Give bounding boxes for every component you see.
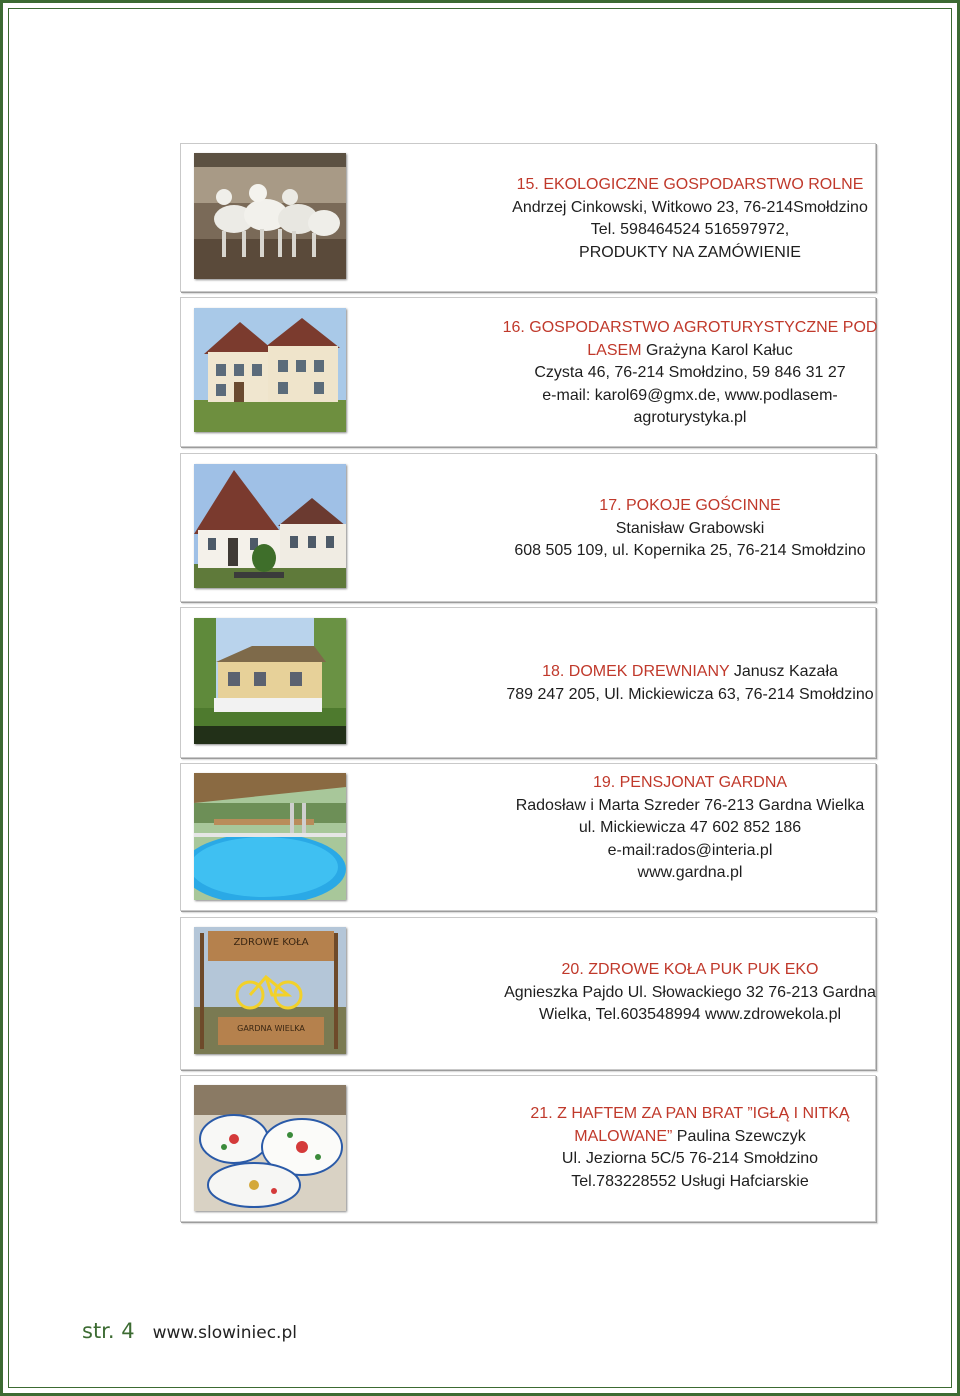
entry-15-heading: 15. EKOLOGICZNE GOSPODARSTWO ROLNE [516, 176, 864, 193]
entry-15 [180, 143, 876, 292]
entry-16 [180, 297, 876, 447]
photo-goats [194, 153, 346, 279]
entry-18-text [481, 661, 899, 706]
photo-wooden-house [194, 618, 346, 744]
entry-16-line-2: e-mail: karol69@gmx.de, www.podlasem- [542, 386, 838, 404]
entry-16-text [481, 317, 899, 430]
entry-15-text [481, 174, 899, 264]
entry-21-heading-2: MALOWANE” [574, 1127, 673, 1145]
photo-pool [194, 773, 346, 900]
entry-15-line-2: Tel. 598464524 516597972, [590, 221, 790, 238]
entry-17-line-2: 608 505 109, ul. Kopernika 25, 76-214 Smołdzino [514, 542, 866, 559]
page-number: str. 4 [82, 1319, 135, 1343]
entry-20 [180, 917, 876, 1070]
entry-16-line-3: agroturystyka.pl [633, 409, 747, 426]
entry-21-owner: Paulina Szewczyk [672, 1127, 806, 1145]
entry-17-text [481, 495, 899, 563]
photo-bike-sign [194, 927, 346, 1054]
entry-21-line-2: Tel.783228552 Usługi Hafciarskie [571, 1172, 809, 1190]
entry-16-line-1: Czysta 46, 76-214 Smołdzino, 59 846 31 27 [534, 364, 846, 381]
entry-20-line-2: Wielka, Tel.603548994 www.zdrowekola.pl [538, 1006, 842, 1023]
entry-19-line-4: www.gardna.pl [637, 864, 743, 881]
entry-19-line-3: e-mail:rados@interia.pl [607, 841, 773, 859]
entry-19-line-2: ul. Mickiewicza 47 602 852 186 [578, 819, 802, 836]
entry-18-heading: 18. DOMEK DREWNIANY [542, 663, 730, 680]
entry-20-line-1: Agnieszka Pajdo Ul. Słowackiego 32 76-213 Gardna [504, 983, 876, 1001]
entry-15-line-1: Andrzej Cinkowski, Witkowo 23, 76-214Smołdzino [512, 198, 868, 216]
entry-16-owner: Grażyna Karol Kałuc [641, 341, 793, 359]
entry-21-line-1: Ul. Jeziorna 5C/5 76-214 Smołdzino [561, 1150, 819, 1167]
entry-21-heading-1: 21. Z HAFTEM ZA PAN BRAT ”IGŁĄ I NITKĄ [530, 1105, 850, 1122]
photo-embroidery [194, 1085, 346, 1211]
photo-guest-rooms [194, 464, 346, 588]
entry-17-heading: 17. POKOJE GOŚCINNE [599, 497, 781, 514]
entry-20-text [481, 959, 899, 1027]
entry-18-owner: Janusz Kazała [729, 663, 838, 680]
footer-website: www.slowiniec.pl [152, 1323, 297, 1343]
photo-guesthouse [194, 308, 346, 432]
page-footer [82, 1319, 297, 1343]
entry-19 [180, 763, 876, 911]
entry-17-line-1: Stanisław Grabowski [615, 519, 765, 537]
entry-19-line-1: Radosław i Marta Szreder 76-213 Gardna Wielka [515, 796, 865, 814]
entry-18 [180, 607, 876, 758]
entry-20-heading: 20. ZDROWE KOŁA PUK PUK EKO [561, 961, 819, 978]
entry-17 [180, 453, 876, 602]
entry-15-line-3: PRODUKTY NA ZAMÓWIENIE [579, 243, 801, 261]
sign-title: ZDROWE KOŁA [233, 937, 309, 948]
entry-21 [180, 1075, 876, 1222]
entry-16-heading-2: LASEM [587, 341, 642, 359]
sign-place: GARDNA WIELKA [237, 1024, 305, 1033]
entry-16-heading-1: 16. GOSPODARSTWO AGROTURYSTYCZNE POD [502, 319, 878, 336]
entry-18-line-1: 789 247 205, Ul. Mickiewicza 63, 76-214 Smołdzino [506, 685, 874, 703]
entry-19-text [481, 772, 899, 885]
entry-21-text [481, 1103, 899, 1193]
entry-19-heading: 19. PENSJONAT GARDNA [592, 774, 788, 791]
